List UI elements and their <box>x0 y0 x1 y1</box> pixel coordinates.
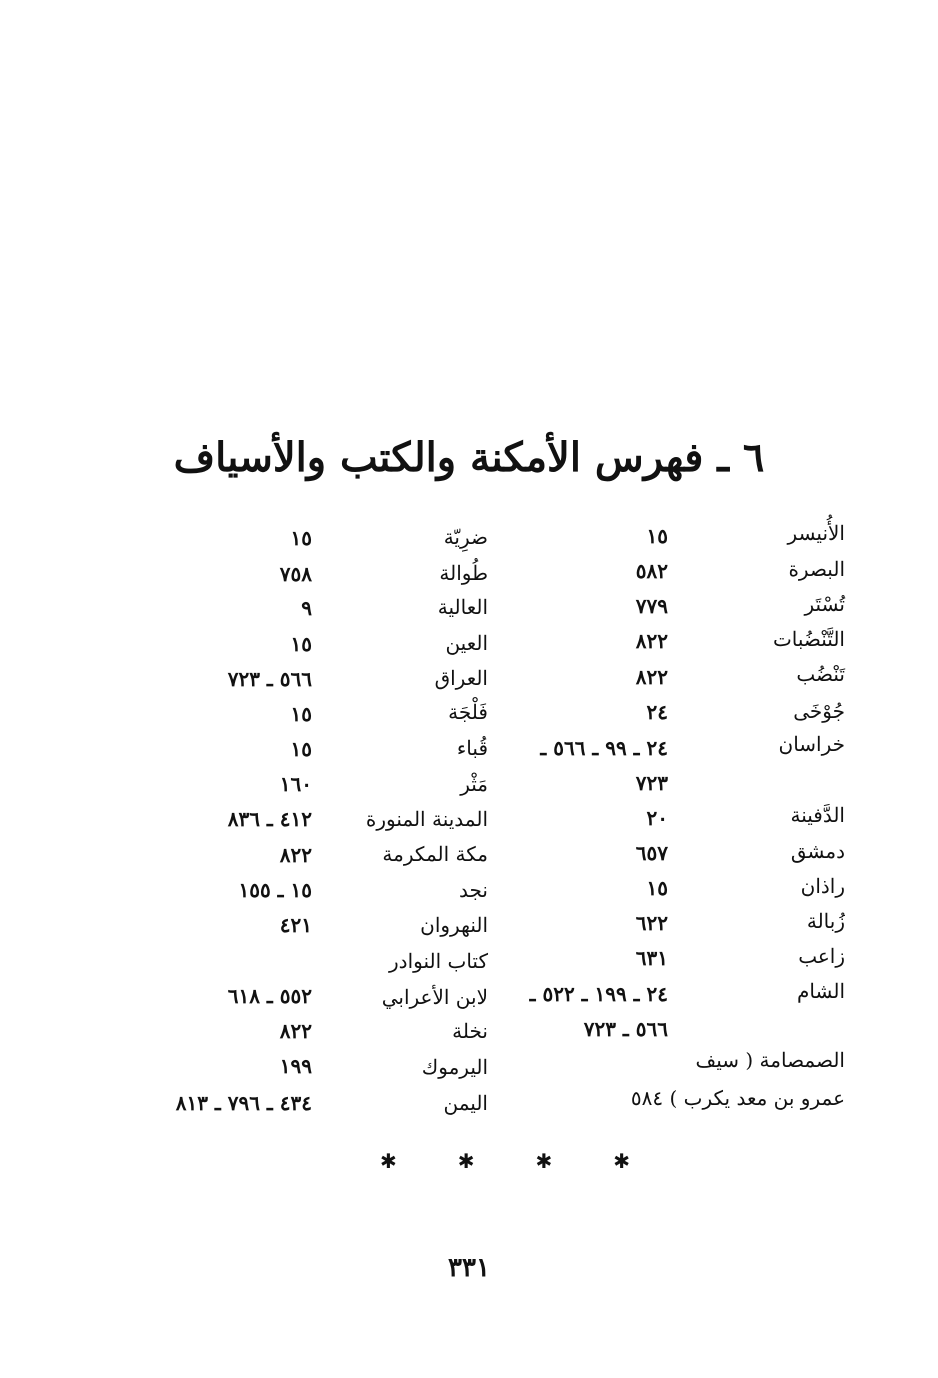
asterisk-icon: ✱ <box>535 1149 553 1173</box>
index-entry-name: ضرِيّة <box>443 525 488 549</box>
index-entry-name: البصرة <box>788 557 845 581</box>
index-entry-pages: ٥٥٢ ـ ٦١٨ <box>227 984 312 1008</box>
page-title: ٦ ـ فهرس الأمكنة والكتب والأسياف <box>173 434 765 481</box>
index-entry-pages: ١٩٩ <box>279 1054 312 1078</box>
index-entry-name: اليرموك <box>421 1055 488 1079</box>
index-entry-name: مكة المكرمة <box>382 842 488 866</box>
index-entry-pages: ٨٢٢ <box>279 1019 312 1043</box>
index-entry-name: فَلْجَة <box>448 700 488 724</box>
index-entry-pages: ٤١٢ ـ ٨٣٦ <box>227 807 312 831</box>
index-entry-name: قُباء <box>456 736 488 760</box>
index-entry-name: زُبالة <box>806 909 845 933</box>
index-entry-name: نجد <box>459 878 488 902</box>
index-entry-pages: ٧٥٨ <box>279 562 312 586</box>
index-entry-pages: ٦٣١ <box>635 946 668 970</box>
index-entry-pages: ٧٧٩ <box>635 594 668 618</box>
index-entry-pages: ٨٢٢ <box>635 665 668 689</box>
page-number: ٣٣١ <box>448 1253 490 1283</box>
index-entry-name: الدَّفينة <box>790 803 845 827</box>
index-entry-pages: ٢٠ <box>646 806 668 830</box>
asterisk-icon: ✱ <box>380 1149 397 1173</box>
index-entry-name: العراق <box>434 666 488 690</box>
index-entry-pages: ٩ <box>301 596 312 620</box>
index-entry-pages: ١٥ <box>290 632 312 656</box>
section-divider <box>380 1146 630 1176</box>
asterisk-icon: ✱ <box>457 1149 475 1173</box>
index-entry-pages: ٥٨٢ <box>635 559 668 583</box>
index-entry-pages: ٢٤ <box>646 700 668 724</box>
index-entry-name: تُسْتَر <box>804 592 845 616</box>
index-entry-pages: ١٥ <box>290 702 312 726</box>
index-entry-name: النهروان <box>420 913 488 937</box>
index-entry-name: لابن الأعرابي <box>381 985 488 1009</box>
index-entry-name: كتاب النوادر <box>389 949 488 973</box>
index-entry-name: العين <box>445 631 488 655</box>
index-entry-name: التَّنْضُبات <box>772 627 845 651</box>
index-entry-name: الأُنيسر <box>787 521 845 545</box>
index-entry-pages: ٨٢٢ <box>635 629 668 653</box>
index-entry-name: المدينة المنورة <box>365 807 488 831</box>
index-entry-pages: ٥٦٦ ـ ٧٢٣ <box>583 1017 668 1041</box>
index-entry-pages: ٦٥٧ <box>635 841 668 865</box>
asterisk-icon: ✱ <box>613 1149 630 1173</box>
index-entry-name: تَنْضُب <box>796 662 845 686</box>
index-entry-name: نخلة <box>452 1019 488 1043</box>
index-entry-name: زاعب <box>798 944 845 968</box>
index-entry-sword: الصمصامة ( سيف <box>695 1048 845 1072</box>
index-entry-name: راذان <box>800 874 845 898</box>
index-entry-pages: ٦٢٢ <box>635 911 668 935</box>
index-entry-name: خراسان <box>778 732 845 756</box>
index-entry-name: دمشق <box>790 839 845 863</box>
index-entry-pages: ١٥ <box>646 524 668 548</box>
index-entry-pages: ٧٢٣ <box>635 771 668 795</box>
index-entry-pages: ٢٤ ـ ١٩٩ ـ ٥٢٢ ـ <box>529 982 668 1006</box>
index-entry-pages: ٤٣٤ ـ ٧٩٦ ـ ٨١٣ <box>175 1091 312 1115</box>
index-entry-pages: ٢٤ ـ ٩٩ ـ ٥٦٦ ـ <box>540 736 668 760</box>
index-entry-name: مَثْر <box>460 772 488 796</box>
index-entry-pages: ٥٦٦ ـ ٧٢٣ <box>227 667 312 691</box>
index-entry-name: العالية <box>437 595 488 619</box>
index-entry-pages: ١٦٠ <box>279 772 312 796</box>
index-entry-pages: ١٥ <box>290 737 312 761</box>
index-entry-name: طُوالة <box>439 561 488 585</box>
index-entry-sword-owner: عمرو بن معد يكرب ) ٥٨٤ <box>630 1086 845 1110</box>
index-entry-name: جُوْخَى <box>793 699 845 723</box>
index-entry-pages: ٤٢١ <box>279 913 312 937</box>
index-entry-pages: ١٥ <box>290 526 312 550</box>
index-entry-pages: ٨٢٢ <box>279 843 312 867</box>
index-entry-name: اليمن <box>443 1091 488 1115</box>
index-entry-pages: ١٥ <box>646 876 668 900</box>
index-entry-name: الشام <box>797 979 845 1003</box>
index-entry-pages: ١٥ ـ ١٥٥ <box>238 878 312 902</box>
